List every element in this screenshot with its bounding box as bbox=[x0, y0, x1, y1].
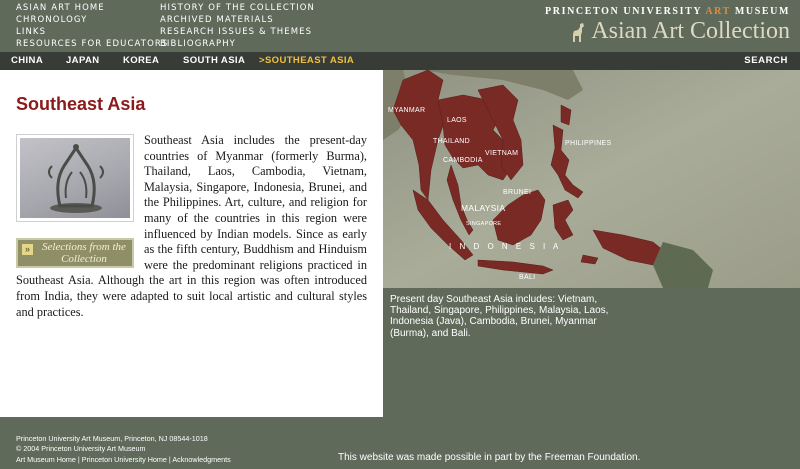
footer-link-university[interactable]: Princeton University Home bbox=[81, 454, 167, 464]
region-south-asia[interactable]: SOUTH ASIA bbox=[183, 55, 246, 66]
map-label-indonesia: I N D O N E S I A bbox=[449, 242, 562, 251]
region-japan[interactable]: JAPAN bbox=[66, 55, 100, 66]
map-label-philippines: PHILIPPINES bbox=[565, 140, 612, 147]
region-china[interactable]: CHINA bbox=[11, 55, 44, 66]
nav-bibliography[interactable]: BIBLIOGRAPHY bbox=[160, 39, 236, 49]
museum-name-accent: ART bbox=[705, 6, 731, 17]
nav-links[interactable]: LINKS bbox=[16, 27, 47, 37]
freeman-credit: This website was made possible in part by the Freeman Foundation. bbox=[338, 452, 641, 463]
museum-name-part2: MUSEUM bbox=[730, 6, 790, 17]
map-label-cambodia: CAMBODIA bbox=[443, 157, 483, 164]
nav-history-of-collection[interactable]: HISTORY OF THE COLLECTION bbox=[160, 3, 316, 13]
map-label-vietnam: VIETNAM bbox=[485, 150, 519, 157]
page-title: Southeast Asia bbox=[16, 94, 146, 114]
footer-link-art-museum[interactable]: Art Museum Home bbox=[16, 454, 76, 464]
search-link[interactable]: SEARCH bbox=[744, 55, 788, 66]
map-label-singapore: SINGAPORE bbox=[466, 221, 502, 227]
nav-column-primary bbox=[16, 2, 168, 50]
region-description bbox=[16, 133, 367, 320]
footer-info bbox=[16, 434, 231, 465]
map-label-thailand: THAILAND bbox=[433, 138, 471, 145]
nav-asian-art-home[interactable]: ASIAN ART HOME bbox=[16, 3, 105, 13]
footer-separator: | bbox=[75, 454, 82, 464]
map-caption: Present day Southeast Asia includes: Vietnam, Thailand, Singapore, Philippines, Malaysia, Laos, Indonesia (Java), Cambodia, Brunei, Myanmar (Burma), and Bali. bbox=[390, 294, 609, 339]
collection-title[interactable]: Asian Art Collection bbox=[591, 18, 790, 44]
map-label-malaysia: MALAYSIA bbox=[461, 203, 506, 213]
nav-chronology[interactable]: CHRONOLOGY bbox=[16, 15, 88, 25]
region-korea[interactable]: KOREA bbox=[123, 55, 160, 66]
horse-logo-icon bbox=[569, 22, 587, 44]
southeast-asia-map bbox=[383, 70, 800, 288]
museum-name-part1: PRINCETON UNIVERSITY bbox=[545, 6, 706, 17]
map-label-laos: LAOS bbox=[447, 117, 467, 124]
region-navigation bbox=[0, 52, 800, 70]
map-graphic bbox=[383, 70, 800, 288]
footer-separator: | bbox=[166, 454, 173, 464]
map-label-brunei: BRUNEI bbox=[503, 189, 532, 196]
footer-address: Princeton University Art Museum, Princeton, NJ 08544-1018 bbox=[16, 434, 208, 443]
footer-links bbox=[16, 455, 231, 465]
footer-link-acknowledgments[interactable]: Acknowledgments bbox=[172, 454, 231, 464]
region-southeast-asia[interactable]: >SOUTHEAST ASIA bbox=[259, 55, 355, 66]
footer-copyright: © 2004 Princeton University Art Museum bbox=[16, 444, 146, 454]
description-text: Southeast Asia includes the present-day countries of Myanmar (formerly Burma), Thailand, Laos, Cambodia, Vietnam, Malaysia, Singapore, Indonesia, Brunei, and the Philippines. Art, culture, and religion for many of the countries in this region were influenced by Indian models. Since as early as the fifth century, Buddhism and Hinduism were the predominant religions practiced in Southeast Asia. Although the art in this region was often introduced from India, they were adapted to suit local artistic and cultural styles and practices. bbox=[16, 133, 367, 319]
map-label-bali: BALI bbox=[519, 274, 536, 281]
map-label-myanmar: MYANMAR bbox=[388, 107, 426, 114]
main-content bbox=[0, 70, 383, 417]
selections-button-label: Selections from the Collection bbox=[42, 241, 126, 265]
museum-name[interactable] bbox=[545, 6, 790, 17]
double-chevron-icon: » bbox=[22, 244, 33, 255]
header bbox=[0, 0, 800, 52]
nav-research-issues[interactable]: RESEARCH ISSUES & THEMES bbox=[160, 27, 313, 37]
nav-archived-materials[interactable]: ARCHIVED MATERIALS bbox=[160, 15, 274, 25]
nav-column-secondary bbox=[160, 2, 315, 50]
nav-resources-for-educators[interactable]: RESOURCES FOR EDUCATORS bbox=[16, 39, 169, 49]
